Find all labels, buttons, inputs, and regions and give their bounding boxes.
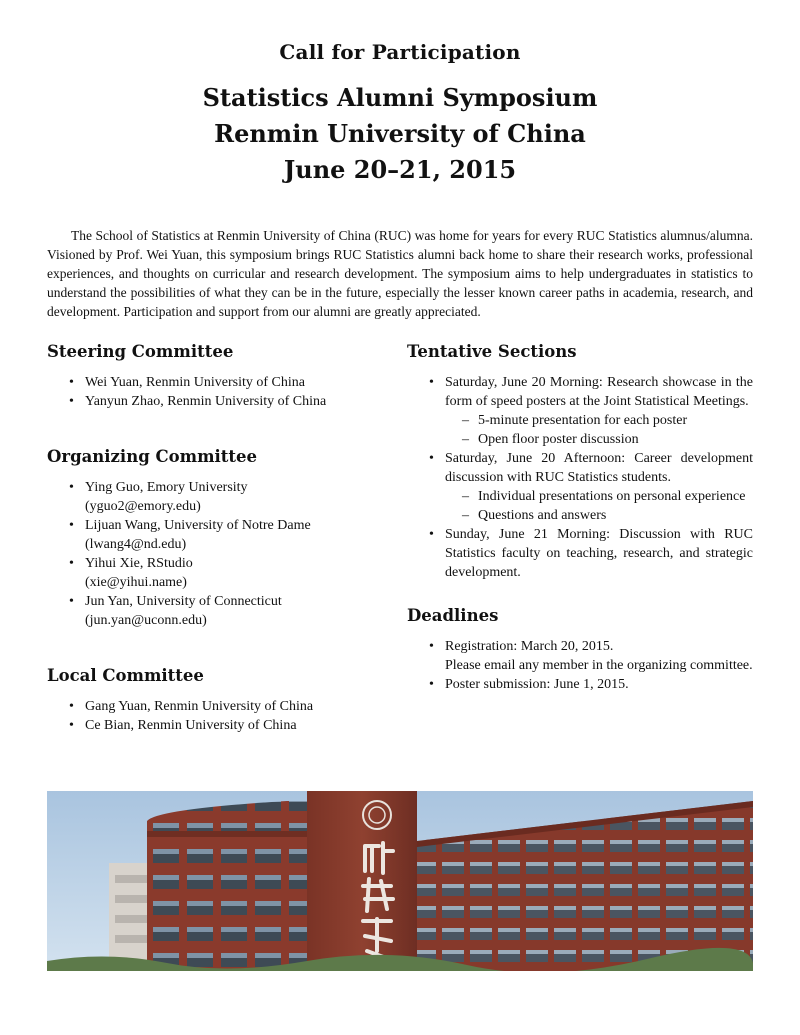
list-item: • Wei Yuan, Renmin University of China [47, 373, 387, 392]
list-item: • Yanyun Zhao, Renmin University of China [47, 392, 387, 411]
steering-heading: Steering Committee [47, 342, 234, 361]
list-item: • Gang Yuan, Renmin University of China [47, 697, 387, 716]
title-line-2: Renmin University of China [214, 119, 586, 148]
sub-list [445, 411, 753, 449]
member-email[interactable]: (jun.yan@uconn.edu) [85, 613, 207, 628]
sub-list [445, 487, 753, 525]
campus-building-photo [47, 791, 753, 971]
list-item [47, 554, 387, 592]
title-block [0, 80, 800, 188]
local-committee [47, 664, 387, 735]
left-column [47, 340, 387, 769]
local-heading: Local Committee [47, 666, 204, 685]
deadlines-list [407, 637, 753, 694]
list-item [407, 525, 753, 582]
sub-item: – Individual presentations on personal experience [445, 487, 753, 506]
section-text: • Saturday, June 20 Morning: Research showcase in the form of speed posters at the Joint Statistical Meetings. [445, 375, 753, 409]
deadlines-heading: Deadlines [407, 606, 499, 625]
call-heading: Call for Participation [279, 40, 521, 64]
local-list [47, 697, 387, 735]
organizing-committee [47, 445, 387, 630]
sub-item: – Questions and answers [445, 506, 753, 525]
list-item [47, 478, 387, 516]
building-illustration [47, 791, 753, 971]
member-name: • Ying Guo, Emory University [85, 480, 248, 495]
member-name: • Lijuan Wang, University of Notre Dame [85, 518, 311, 533]
sub-item: – 5-minute presentation for each poster [445, 411, 753, 430]
title-line-1: Statistics Alumni Symposium [202, 83, 598, 112]
sub-item: – Open floor poster discussion [445, 430, 753, 449]
member-name: • Yihui Xie, RStudio [85, 556, 193, 571]
right-column [407, 340, 753, 716]
list-item [407, 373, 753, 449]
organizing-list [47, 478, 387, 630]
organizing-heading: Organizing Committee [47, 447, 258, 466]
curved-wing [147, 801, 307, 971]
steering-committee [47, 340, 387, 411]
list-item: • Ce Bian, Renmin University of China [47, 716, 387, 735]
steering-list [47, 373, 387, 411]
member-name: • Jun Yan, University of Connecticut [85, 594, 282, 609]
sections-heading: Tentative Sections [407, 342, 577, 361]
sections-list [407, 373, 753, 582]
list-item: • Poster submission: June 1, 2015. [407, 675, 753, 694]
list-item [47, 592, 387, 630]
member-email[interactable]: (xie@yihui.name) [85, 575, 187, 590]
registration-deadline: • Registration: March 20, 2015. [445, 639, 614, 654]
member-email[interactable]: (yguo2@emory.edu) [85, 499, 201, 514]
list-item [407, 637, 753, 675]
list-item [407, 449, 753, 525]
intro-paragraph: The School of Statistics at Renmin University of China (RUC) was home for years for every RUC Statistics alumnus/alumna. Visioned by Prof. Wei Yuan, this symposium brings RUC Statistics alumni back home to share their research works, professional experiences, and thoughts on curricular and research development. The symposium aims to help undergraduates in statistics to understand the possibilities of what they can be in the future, especially the lesser known career paths in academia, research, and development. Participation and support from our alumni are greatly appreciated. [47, 227, 753, 319]
member-email[interactable]: (lwang4@nd.edu) [85, 537, 187, 552]
title-line-3: June 20–21, 2015 [283, 155, 517, 184]
central-tower [307, 791, 417, 971]
list-item [47, 516, 387, 554]
deadlines [407, 604, 753, 694]
section-text: • Sunday, June 21 Morning: Discussion with RUC Statistics faculty on teaching, research, and strategic development. [445, 527, 753, 580]
registration-note: Please email any member in the organizing committee. [445, 658, 753, 673]
section-text: • Saturday, June 20 Afternoon: Career development discussion with RUC Statistics students. [445, 451, 753, 485]
tentative-sections [407, 340, 753, 582]
